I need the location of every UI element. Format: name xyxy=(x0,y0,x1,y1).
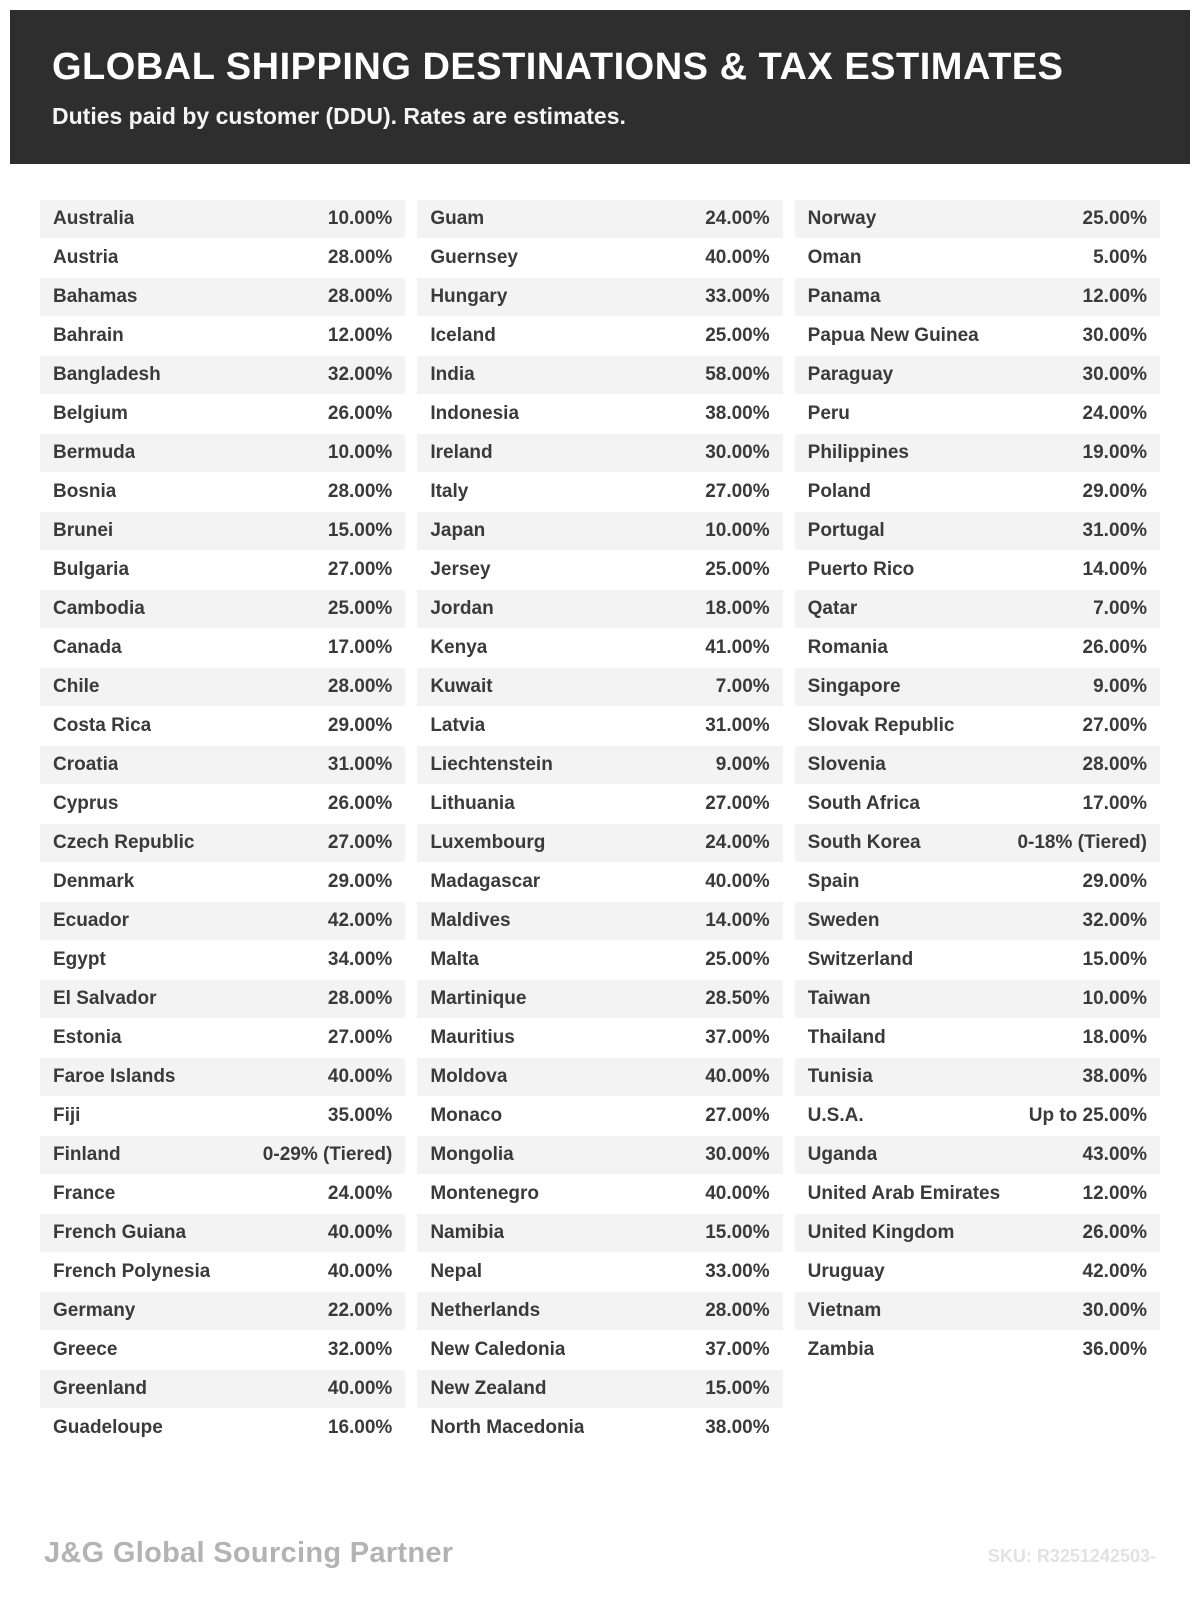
country-name: Taiwan xyxy=(807,988,871,1009)
table-row xyxy=(40,512,405,551)
country-name: Lithuania xyxy=(430,793,515,814)
rates-table xyxy=(0,164,1200,1448)
table-row xyxy=(40,902,405,941)
tax-rate: 15.00% xyxy=(705,1378,770,1399)
country-name: Iceland xyxy=(430,325,496,346)
tax-rate: 15.00% xyxy=(705,1222,770,1243)
tax-rate: 27.00% xyxy=(327,559,393,580)
tax-rate: 28.00% xyxy=(327,247,393,268)
table-row xyxy=(40,1097,405,1136)
tax-rate: 26.00% xyxy=(327,403,393,424)
country-name: Peru xyxy=(807,403,850,424)
table-row xyxy=(417,824,782,863)
country-name: Greenland xyxy=(53,1378,147,1399)
country-name: Martinique xyxy=(430,988,527,1009)
table-row xyxy=(417,317,782,356)
country-name: Vietnam xyxy=(807,1300,882,1321)
country-name: Guernsey xyxy=(430,247,518,268)
country-name: Malta xyxy=(430,949,479,970)
country-name: Kenya xyxy=(430,637,488,658)
tax-rate: 29.00% xyxy=(327,871,393,892)
table-row xyxy=(417,1253,782,1292)
country-name: France xyxy=(53,1183,116,1204)
tax-rate: 40.00% xyxy=(705,1183,770,1204)
country-name: Italy xyxy=(430,481,469,502)
table-row xyxy=(417,746,782,785)
tax-rate: 26.00% xyxy=(1082,1222,1147,1243)
tax-rate: 12.00% xyxy=(327,325,393,346)
table-row xyxy=(40,1058,405,1097)
table-row xyxy=(417,1136,782,1175)
country-name: North Macedonia xyxy=(430,1417,585,1438)
table-row xyxy=(795,317,1160,356)
tax-rate: 27.00% xyxy=(1082,715,1147,736)
country-name: Romania xyxy=(807,637,888,658)
table-row xyxy=(795,512,1160,551)
tax-rate: 16.00% xyxy=(327,1417,393,1438)
table-row xyxy=(40,785,405,824)
country-name: Spain xyxy=(807,871,860,892)
country-name: Papua New Guinea xyxy=(807,325,979,346)
tax-rate: 28.00% xyxy=(705,1300,770,1321)
country-name: Tunisia xyxy=(807,1066,873,1087)
table-row xyxy=(40,980,405,1019)
country-name: Philippines xyxy=(807,442,910,463)
tax-rate: 33.00% xyxy=(705,286,770,307)
tax-rate: 40.00% xyxy=(327,1378,393,1399)
country-name: Uganda xyxy=(807,1144,878,1165)
table-row xyxy=(40,629,405,668)
country-name: Namibia xyxy=(430,1222,505,1243)
country-name: French Polynesia xyxy=(53,1261,211,1282)
tax-rate: 29.00% xyxy=(1082,481,1147,502)
country-name: Chile xyxy=(53,676,100,697)
country-name: Egypt xyxy=(53,949,106,970)
tax-rate: 12.00% xyxy=(1082,286,1147,307)
table-row xyxy=(417,1370,782,1409)
tax-rate: 37.00% xyxy=(705,1339,770,1360)
tax-rate: 9.00% xyxy=(1093,676,1147,697)
country-name: Cyprus xyxy=(53,793,119,814)
table-row xyxy=(795,1331,1160,1370)
tax-rate: 31.00% xyxy=(327,754,393,775)
country-name: Thailand xyxy=(807,1027,886,1048)
table-row xyxy=(795,395,1160,434)
tax-rate: 24.00% xyxy=(327,1183,393,1204)
tax-rate: 38.00% xyxy=(1082,1066,1147,1087)
country-name: Costa Rica xyxy=(53,715,152,736)
country-name: Guam xyxy=(430,208,485,229)
rates-column xyxy=(40,200,405,1448)
country-name: Jersey xyxy=(430,559,491,580)
country-name: Netherlands xyxy=(430,1300,541,1321)
country-name: Poland xyxy=(807,481,871,502)
country-name: Uruguay xyxy=(807,1261,885,1282)
table-row xyxy=(417,1175,782,1214)
table-row xyxy=(417,1019,782,1058)
rates-column xyxy=(795,200,1160,1370)
country-name: New Caledonia xyxy=(430,1339,566,1360)
country-name: Bahrain xyxy=(53,325,124,346)
tax-rate: 30.00% xyxy=(1082,364,1147,385)
table-row xyxy=(40,1136,405,1175)
tax-rate: 5.00% xyxy=(1093,247,1147,268)
tax-rate: 25.00% xyxy=(705,559,770,580)
tax-rate: 25.00% xyxy=(327,598,393,619)
tax-rate: 38.00% xyxy=(705,403,770,424)
table-row xyxy=(795,1019,1160,1058)
tax-rate: 18.00% xyxy=(705,598,770,619)
table-row xyxy=(795,434,1160,473)
tax-rate: 31.00% xyxy=(1082,520,1147,541)
table-row xyxy=(40,395,405,434)
tax-rate: 0-18% (Tiered) xyxy=(1017,832,1147,853)
table-row xyxy=(417,980,782,1019)
table-row xyxy=(795,1136,1160,1175)
tax-rate: 27.00% xyxy=(705,793,770,814)
country-name: Slovenia xyxy=(807,754,886,775)
table-row xyxy=(417,278,782,317)
country-name: Fiji xyxy=(53,1105,81,1126)
table-row xyxy=(40,1292,405,1331)
country-name: Oman xyxy=(807,247,862,268)
table-row xyxy=(795,590,1160,629)
tax-rate: 17.00% xyxy=(327,637,393,658)
country-name: Montenegro xyxy=(430,1183,540,1204)
table-row xyxy=(40,551,405,590)
tax-rate: 28.00% xyxy=(327,286,393,307)
country-name: U.S.A. xyxy=(807,1105,864,1126)
page-header xyxy=(10,10,1190,164)
table-row xyxy=(40,239,405,278)
table-row xyxy=(40,707,405,746)
table-row xyxy=(40,824,405,863)
tax-rate: 28.00% xyxy=(327,481,393,502)
country-name: Luxembourg xyxy=(430,832,546,853)
tax-rate: 10.00% xyxy=(705,520,770,541)
tax-rate: 27.00% xyxy=(327,1027,393,1048)
tax-rate: 24.00% xyxy=(1082,403,1147,424)
tax-rate: 18.00% xyxy=(1082,1027,1147,1048)
country-name: Brunei xyxy=(53,520,114,541)
tax-rate: 28.00% xyxy=(327,676,393,697)
table-row xyxy=(40,1253,405,1292)
tax-rate: 25.00% xyxy=(705,949,770,970)
country-name: Faroe Islands xyxy=(53,1066,176,1087)
tax-rate: 40.00% xyxy=(327,1261,393,1282)
tax-rate: 31.00% xyxy=(705,715,770,736)
tax-rate: 42.00% xyxy=(327,910,393,931)
tax-rate: 40.00% xyxy=(327,1222,393,1243)
table-row xyxy=(795,746,1160,785)
country-name: Portugal xyxy=(807,520,885,541)
tax-rate: 40.00% xyxy=(705,247,770,268)
tax-rate: 22.00% xyxy=(327,1300,393,1321)
country-name: Norway xyxy=(807,208,877,229)
tax-rate: 34.00% xyxy=(327,949,393,970)
tax-rate: 25.00% xyxy=(705,325,770,346)
tax-rate: 19.00% xyxy=(1082,442,1147,463)
tax-rate: 28.00% xyxy=(327,988,393,1009)
country-name: Ireland xyxy=(430,442,493,463)
table-row xyxy=(417,200,782,239)
table-row xyxy=(417,434,782,473)
country-name: Maldives xyxy=(430,910,511,931)
tax-rate: 25.00% xyxy=(1082,208,1147,229)
tax-rate: 30.00% xyxy=(1082,1300,1147,1321)
country-name: Canada xyxy=(53,637,122,658)
tax-rate: 42.00% xyxy=(1082,1261,1147,1282)
tax-rate: 37.00% xyxy=(705,1027,770,1048)
country-name: United Kingdom xyxy=(807,1222,955,1243)
country-name: Belgium xyxy=(53,403,128,424)
country-name: Liechtenstein xyxy=(430,754,553,775)
country-name: Bahamas xyxy=(53,286,138,307)
tax-rate: 29.00% xyxy=(1082,871,1147,892)
country-name: French Guiana xyxy=(53,1222,187,1243)
tax-rate: 7.00% xyxy=(715,676,770,697)
tax-rate: 43.00% xyxy=(1082,1144,1147,1165)
table-row xyxy=(40,278,405,317)
table-row xyxy=(417,707,782,746)
brand-name: J&G Global Sourcing Partner xyxy=(44,1537,454,1569)
table-row xyxy=(417,356,782,395)
table-row xyxy=(417,1409,782,1448)
table-row xyxy=(40,200,405,239)
tax-rate: 26.00% xyxy=(1082,637,1147,658)
country-name: Slovak Republic xyxy=(807,715,955,736)
country-name: Nepal xyxy=(430,1261,483,1282)
country-name: Sweden xyxy=(807,910,880,931)
table-row xyxy=(40,356,405,395)
table-row xyxy=(795,473,1160,512)
table-row xyxy=(40,941,405,980)
table-row xyxy=(417,1214,782,1253)
country-name: Germany xyxy=(53,1300,136,1321)
tax-rate: 30.00% xyxy=(705,1144,770,1165)
table-row xyxy=(40,1409,405,1448)
table-row xyxy=(40,1175,405,1214)
country-name: South Korea xyxy=(807,832,921,853)
country-name: Indonesia xyxy=(430,403,520,424)
tax-rate: 27.00% xyxy=(705,481,770,502)
country-name: Bermuda xyxy=(53,442,136,463)
country-name: Monaco xyxy=(430,1105,503,1126)
tax-rate: 26.00% xyxy=(327,793,393,814)
tax-rate: 32.00% xyxy=(1082,910,1147,931)
table-row xyxy=(417,239,782,278)
table-row xyxy=(40,746,405,785)
table-row xyxy=(417,902,782,941)
table-row xyxy=(40,863,405,902)
table-row xyxy=(795,902,1160,941)
tax-rate: 10.00% xyxy=(327,208,393,229)
tax-rate: 10.00% xyxy=(327,442,393,463)
table-row xyxy=(40,668,405,707)
country-name: Paraguay xyxy=(807,364,894,385)
table-row xyxy=(417,1058,782,1097)
table-row xyxy=(795,1253,1160,1292)
tax-rate: 27.00% xyxy=(327,832,393,853)
table-row xyxy=(795,200,1160,239)
table-row xyxy=(417,473,782,512)
table-row xyxy=(795,239,1160,278)
table-row xyxy=(40,590,405,629)
country-name: Czech Republic xyxy=(53,832,195,853)
table-row xyxy=(795,551,1160,590)
country-name: Bulgaria xyxy=(53,559,130,580)
table-row xyxy=(417,551,782,590)
table-row xyxy=(795,824,1160,863)
tax-rate: 14.00% xyxy=(705,910,770,931)
country-name: Puerto Rico xyxy=(807,559,915,580)
country-name: Bangladesh xyxy=(53,364,161,385)
table-row xyxy=(417,512,782,551)
tax-rate: 10.00% xyxy=(1082,988,1147,1009)
country-name: El Salvador xyxy=(53,988,157,1009)
tax-rate: 33.00% xyxy=(705,1261,770,1282)
country-name: Madagascar xyxy=(430,871,541,892)
table-row xyxy=(795,629,1160,668)
tax-rate: 30.00% xyxy=(705,442,770,463)
tax-rate: 27.00% xyxy=(705,1105,770,1126)
table-row xyxy=(417,785,782,824)
tax-rate: 14.00% xyxy=(1082,559,1147,580)
table-row xyxy=(795,1175,1160,1214)
table-row xyxy=(795,707,1160,746)
tax-rate: 17.00% xyxy=(1082,793,1147,814)
tax-rate: 36.00% xyxy=(1082,1339,1147,1360)
table-row xyxy=(40,1214,405,1253)
tax-rate: 40.00% xyxy=(327,1066,393,1087)
table-row xyxy=(40,473,405,512)
table-row xyxy=(795,278,1160,317)
country-name: Austria xyxy=(53,247,119,268)
table-row xyxy=(417,941,782,980)
table-row xyxy=(795,668,1160,707)
tax-rate: 32.00% xyxy=(327,364,393,385)
tax-rate: 40.00% xyxy=(705,871,770,892)
country-name: Croatia xyxy=(53,754,119,775)
table-row xyxy=(417,863,782,902)
tax-rate: 32.00% xyxy=(327,1339,393,1360)
country-name: New Zealand xyxy=(430,1378,547,1399)
tax-rate: 24.00% xyxy=(705,832,770,853)
tax-rate: 15.00% xyxy=(327,520,393,541)
country-name: Finland xyxy=(53,1144,121,1165)
tax-rate: 30.00% xyxy=(1082,325,1147,346)
tax-rate: 28.50% xyxy=(705,988,770,1009)
tax-rate: 7.00% xyxy=(1093,598,1147,619)
country-name: Japan xyxy=(430,520,486,541)
table-row xyxy=(417,395,782,434)
table-row xyxy=(795,1214,1160,1253)
country-name: Hungary xyxy=(430,286,508,307)
country-name: Greece xyxy=(53,1339,118,1360)
tax-rate: 29.00% xyxy=(327,715,393,736)
country-name: United Arab Emirates xyxy=(807,1183,1001,1204)
table-row xyxy=(795,1097,1160,1136)
table-row xyxy=(40,317,405,356)
tax-rate: 58.00% xyxy=(705,364,770,385)
tax-rate: 35.00% xyxy=(327,1105,393,1126)
table-row xyxy=(795,1058,1160,1097)
country-name: Qatar xyxy=(807,598,858,619)
country-name: Jordan xyxy=(430,598,494,619)
country-name: Moldova xyxy=(430,1066,508,1087)
country-name: Singapore xyxy=(807,676,901,697)
tax-rate: 12.00% xyxy=(1082,1183,1147,1204)
tax-rate: 38.00% xyxy=(705,1417,770,1438)
country-name: Cambodia xyxy=(53,598,145,619)
table-row xyxy=(417,590,782,629)
sku-label: SKU: R3251242503- xyxy=(987,1546,1156,1566)
country-name: Estonia xyxy=(53,1027,122,1048)
table-row xyxy=(417,629,782,668)
country-name: Zambia xyxy=(807,1339,875,1360)
country-name: India xyxy=(430,364,475,385)
tax-rate: 40.00% xyxy=(705,1066,770,1087)
country-name: South Africa xyxy=(807,793,920,814)
table-row xyxy=(417,668,782,707)
table-row xyxy=(40,1019,405,1058)
country-name: Mongolia xyxy=(430,1144,514,1165)
tax-rate: 28.00% xyxy=(1082,754,1147,775)
country-name: Kuwait xyxy=(430,676,493,697)
country-name: Australia xyxy=(53,208,135,229)
tax-rate: 9.00% xyxy=(715,754,770,775)
tax-rate: 15.00% xyxy=(1082,949,1147,970)
tax-rate: 0-29% (Tiered) xyxy=(262,1144,393,1165)
page-subtitle: Duties paid by customer (DDU). Rates are estimates. xyxy=(52,103,626,129)
rates-column xyxy=(417,200,782,1448)
table-row xyxy=(40,1331,405,1370)
table-row xyxy=(40,1370,405,1409)
table-row xyxy=(417,1097,782,1136)
country-name: Mauritius xyxy=(430,1027,515,1048)
table-row xyxy=(40,434,405,473)
tax-rate: Up to 25.00% xyxy=(1028,1105,1147,1126)
table-row xyxy=(795,1292,1160,1331)
table-row xyxy=(795,356,1160,395)
table-row xyxy=(795,863,1160,902)
country-name: Bosnia xyxy=(53,481,117,502)
table-row xyxy=(795,980,1160,1019)
country-name: Ecuador xyxy=(53,910,130,931)
country-name: Switzerland xyxy=(807,949,914,970)
page-footer xyxy=(0,1537,1200,1570)
table-row xyxy=(795,941,1160,980)
country-name: Guadeloupe xyxy=(53,1417,163,1438)
table-row xyxy=(417,1331,782,1370)
country-name: Panama xyxy=(807,286,881,307)
tax-rate: 41.00% xyxy=(705,637,770,658)
country-name: Denmark xyxy=(53,871,135,892)
country-name: Latvia xyxy=(430,715,486,736)
table-row xyxy=(417,1292,782,1331)
tax-rate: 24.00% xyxy=(705,208,770,229)
page-title: GLOBAL SHIPPING DESTINATIONS & TAX ESTIMATES xyxy=(52,46,1064,88)
table-row xyxy=(795,785,1160,824)
